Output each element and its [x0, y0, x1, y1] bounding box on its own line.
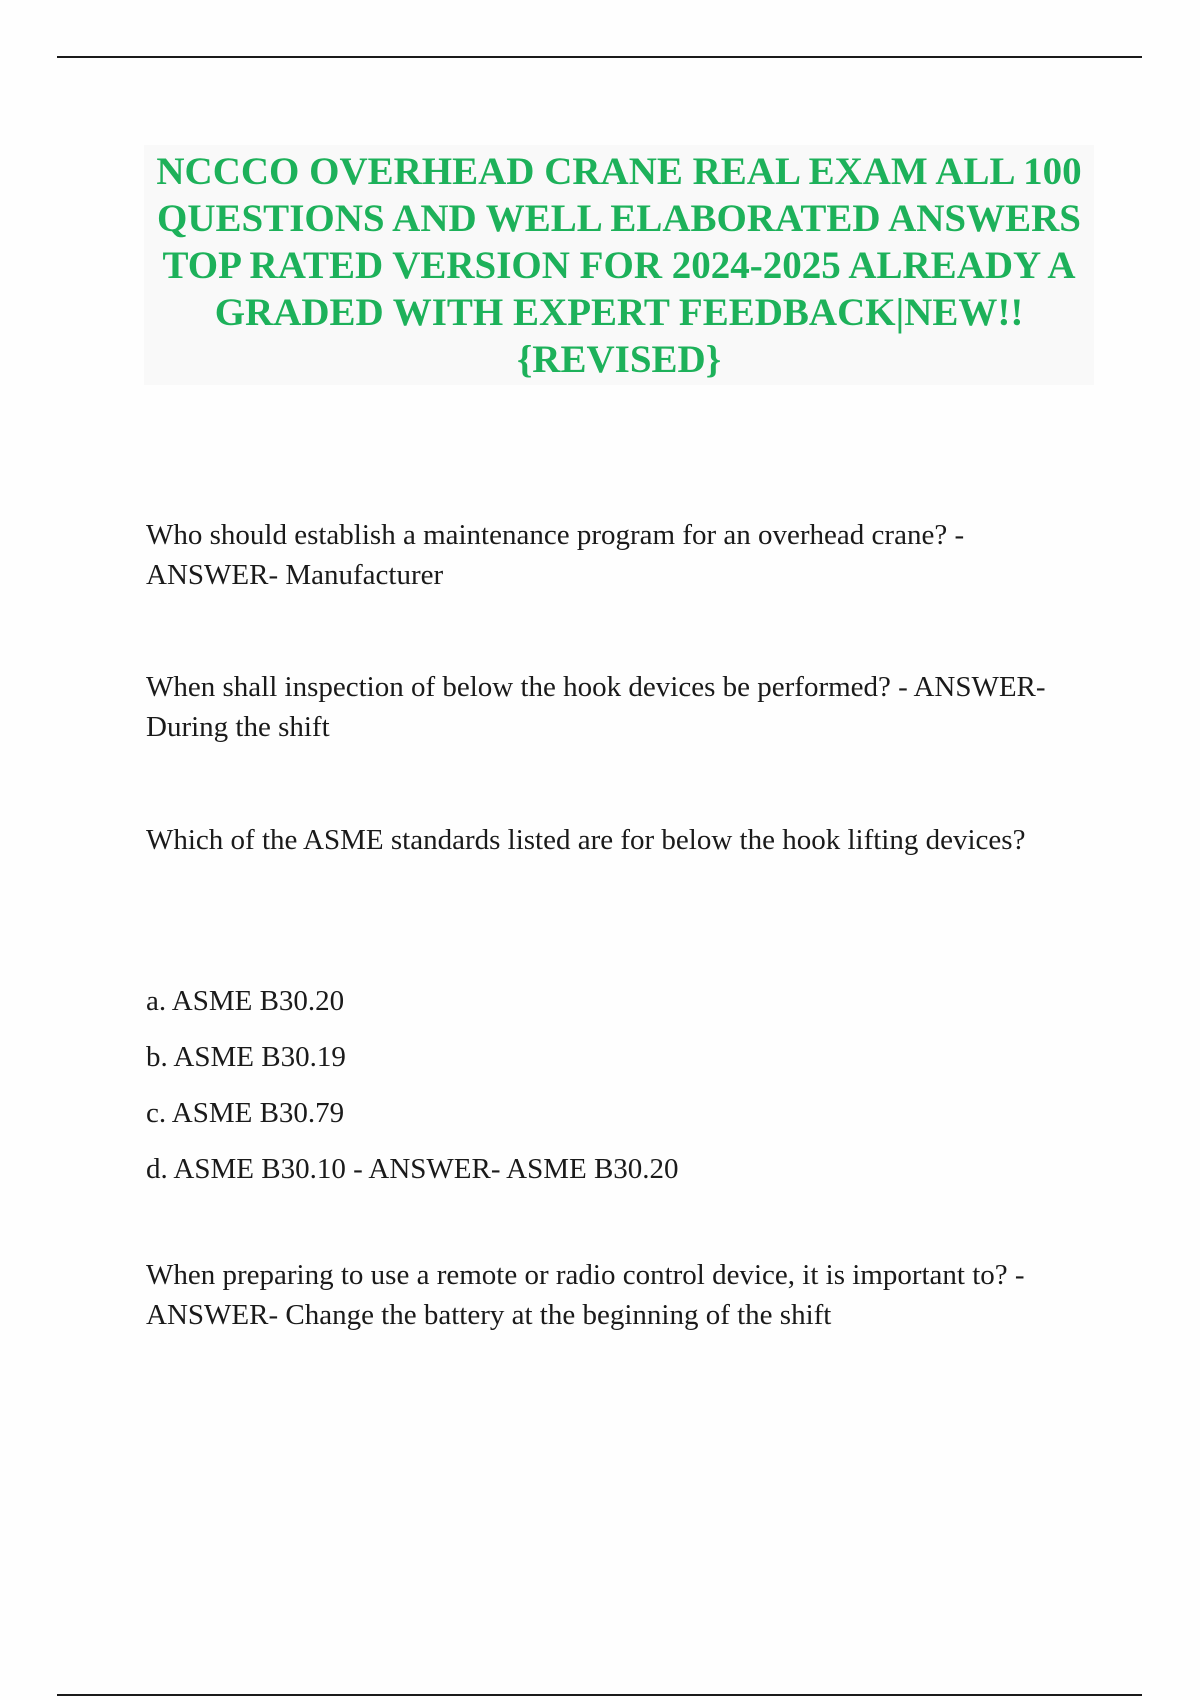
document-title: NCCCO OVERHEAD CRANE REAL EXAM ALL 100 QUESTIONS AND WELL ELABORATED ANSWERS TOP RATED VERSION FOR 2024-2025 ALREADY A GRADED WITH EXPERT FEEDBACK|NEW!!{REVISED}	[156, 149, 1082, 381]
question-2: When shall inspection of below the hook devices be performed? - ANSWER- During the shift	[146, 671, 1046, 743]
title-block	[144, 145, 1094, 385]
option-c: c. ASME B30.79	[146, 1097, 345, 1129]
question-1: Who should establish a maintenance program for an overhead crane? - ANSWER- Manufacturer	[146, 519, 965, 591]
option-a: a. ASME B30.20	[146, 985, 345, 1017]
top-rule	[57, 56, 1142, 58]
question-3: Which of the ASME standards listed are for below the hook lifting devices?	[146, 824, 1026, 856]
option-d: d. ASME B30.10 - ANSWER- ASME B30.20	[146, 1153, 679, 1185]
option-b: b. ASME B30.19	[146, 1041, 346, 1073]
question-4: When preparing to use a remote or radio control device, it is important to? - ANSWER- Change the battery at the beginning of the shift	[146, 1259, 1025, 1331]
bottom-rule	[57, 1694, 1142, 1696]
question-3-options	[146, 973, 1086, 1197]
